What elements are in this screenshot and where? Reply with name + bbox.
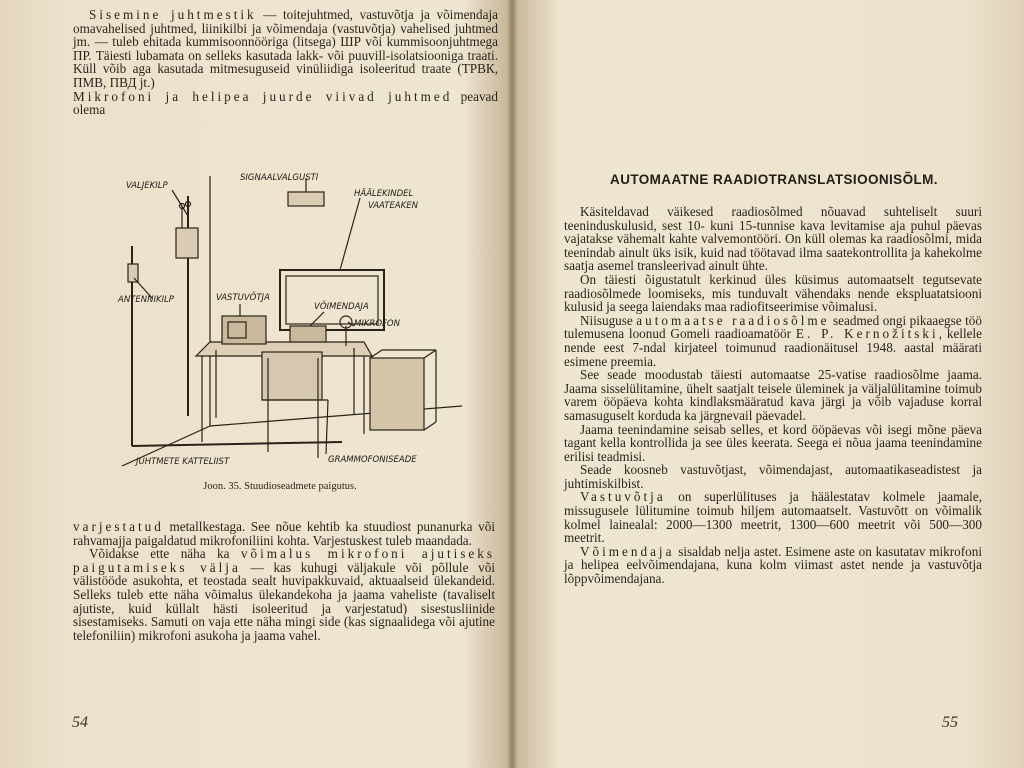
right-paragraph-5: Jaama teenindamine seisab selles, et kord ööpäevas või isegi mõne päeva tagant kella kontrollida ja see üles keerata. Seega ei nõua jaama teenindamine erilisi teadmisi. bbox=[564, 421, 982, 464]
label-grammofoniseade: GRAMMOFONISEADE bbox=[328, 455, 417, 465]
label-vastuvotja: VASTUVÕTJA bbox=[216, 293, 270, 303]
studio-layout-figure bbox=[92, 166, 470, 474]
right-paragraph-7: Vastuvõtja on superlülituses ja häälestatav kolmele jaamale, missugusele lülitumine toimub hiljem automaatselt. Vastuvõtt on võimalik kolmel lainealal: 2000—1300 meetrit, 1300—600 meetrit või 500—300 meetrit. bbox=[564, 489, 982, 546]
label-juhtmete-kattelist: JUHTMETE KATTELIIST bbox=[136, 457, 230, 467]
left-paragraph-1-cont: Mikrofoni ja helipea juurde viivad juhtmed peavad olema bbox=[73, 88, 498, 118]
left-top-text bbox=[73, 8, 498, 117]
label-haalekindel: HÄÄLEKINDEL bbox=[354, 189, 414, 199]
right-paragraph-6: Seade koosneb vastuvõtjast, võimendajast, automaatikaseadistest ja juhtimiskilbist. bbox=[564, 462, 982, 491]
right-paragraph-2: On täiesti õigustatult kerkinud üles küsimus automaatselt tegutsevate raadiosõlmede loomiseks, mis tunduvalt vähendaks nende ekspluatatsiooni kulusid ja seega laiendaks maa radiofitseerimise võimalusi. bbox=[564, 271, 982, 315]
right-paragraph-1: Käsiteldavad väikesed raadiosõlmed nõuavad suhteliselt suuri teeninduskulusid, sest 10- kuni 15-tunnise kava levitamise aja puhul päevas vajatakse vähemalt kahte valvemontööri. On küll olemas ka raadiosõlmi, mida teenindab ainult üks isik, kuid nad töötavad ilma saatekontrollita ja kahekolme saatja asemel transleerivad ainult ühte. bbox=[564, 204, 982, 274]
page-number-right: 55 bbox=[942, 714, 958, 731]
left-paragraph-1: Sisemine juhtmestik — toitejuhtmed, vastuvõtja ja võimendaja omavahelised juhtmed, liinikilbi ja võimendaja (vastuvõtja) vahelised juhtmed jm. — tuleb ehitada kummisoonnööriga (litsega) ШР või kummisoonjuhtmega ПР. Täiesti lubamata on selleks kasutada lakk- või puuvill-isolatsiooniga traati. Küll võib aga kasutada mitmesuguseid vinüliidiga isoleeritud traate (ТРВК, ПМВ, ПВД jt.) bbox=[73, 7, 498, 90]
label-vaateaken: VAATEAKEN bbox=[368, 201, 418, 211]
page-number-left: 54 bbox=[72, 714, 88, 731]
right-text bbox=[564, 205, 982, 586]
right-paragraph-3: Niisuguse automaatse raadiosõlme seadmed ongi pikaaegse töö tulemusena loonud Gomeli raadioamatöör E. P. Kernožitski, kellele nende eest 7-ndal kirjateel toimunud raadionäitusel 1948. aastal määrati esimene preemia. bbox=[564, 312, 982, 369]
label-valjekilp: VALJEKILP bbox=[126, 181, 168, 191]
right-paragraph-8: Võimendaja sisaldab nelja astet. Esimene aste on kasutatav mikrofoni ja helipea eelvõimendajana, kuna kolm viimast astet nende ja vastuvõtja lõppvõimendajana. bbox=[564, 543, 982, 587]
figure-caption: Joon. 35. Stuudioseadmete paigutus. bbox=[203, 481, 357, 492]
right-page bbox=[514, 0, 1024, 768]
left-page bbox=[0, 0, 510, 768]
label-signaalvalgusti: SIGNAALVALGUSTI bbox=[240, 173, 319, 183]
left-paragraph-2: varjestatud metallkestaga. See nõue kehtib ka stuudiost punanurka või rahvamajja paigaldatud mikrofoniliini kohta. Varjestuskest tuleb maandada. bbox=[73, 519, 495, 548]
right-paragraph-4: See seade moodustab täiesti automaatse 25-vatise raadiosõlme jaama. Jaama sisselülitamine, ühelt saatjalt teisele üleminek ja väljalülitamine toimub varem ööpäeva kohta kindlaksmääratud kava järgi ja võib vajaduse korral samasuguselt korduda ka järgnevail päevadel. bbox=[564, 367, 982, 423]
left-bottom-text bbox=[73, 520, 495, 642]
label-mikrofon: MIKROFON bbox=[354, 319, 400, 329]
label-voimendaja: VÕIMENDAJA bbox=[314, 302, 369, 312]
label-antennikilp: ANTENNIKILP bbox=[118, 295, 174, 305]
chapter-heading: AUTOMAATNE RAADIOTRANSLATSIOONISÕLM. bbox=[610, 172, 938, 187]
studio-illustration bbox=[92, 166, 470, 474]
left-paragraph-3: Võidakse ette näha ka võimalus mikrofoni ajutiseks paigutamiseks välja — kas kuhugi väljakule või põllule või välistööde asukohta, et teostada sealt huvipakkuvaid, aktuaalseid ülekandeid. Selleks tuleb ette näha võimalus ülekandekoha ja jaama vaheliste (tavaliselt ajutiste, kuid küllalt hästi isoleeritud ja varjestatud) sisestusliinide sisestamiseks. Samuti on vaja ette näha mingi side (kas signaalidega või ajutine telefoniliin) mikrofoni asukoha ja jaama vahel. bbox=[73, 546, 496, 643]
